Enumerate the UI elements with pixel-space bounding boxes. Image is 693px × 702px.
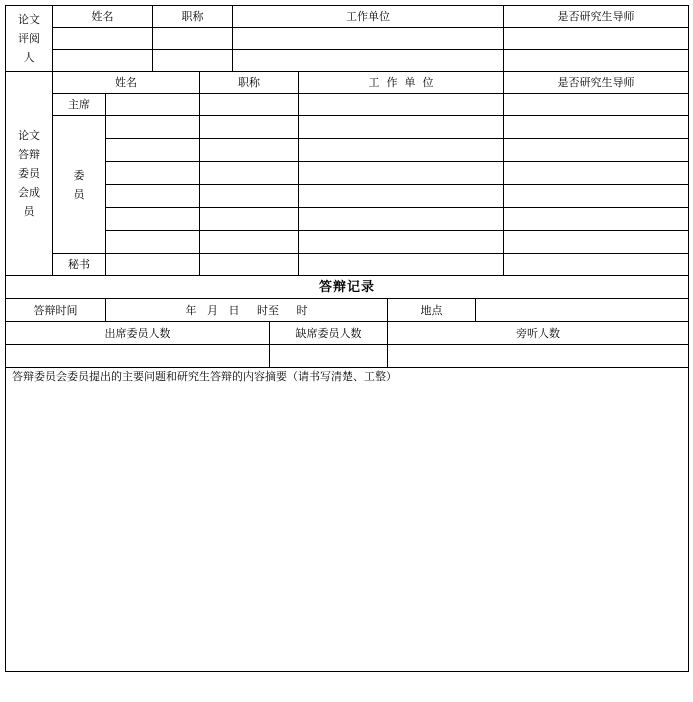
summary-label: 答辩委员会委员提出的主要问题和研究生答辩的内容摘要（请书写清楚、工整）	[12, 370, 397, 383]
reviewer-2-unit-cell[interactable]	[233, 50, 504, 72]
reviewer-supervisor-header: 是否研究生导师	[504, 6, 689, 28]
defense-time-label: 答辩时间	[6, 299, 106, 322]
member-6-title-cell[interactable]	[200, 231, 299, 254]
committee-row-label: 论文 答辩 委员 会成 员	[6, 72, 53, 276]
reviewer-1-title-cell[interactable]	[153, 28, 233, 50]
reviewer-2-supervisor-cell[interactable]	[504, 50, 689, 72]
chair-label: 主席	[53, 94, 106, 116]
committee-title-header: 职称	[200, 72, 299, 94]
chair-title-cell[interactable]	[200, 94, 299, 116]
place-field[interactable]	[476, 299, 689, 322]
committee-table	[5, 71, 689, 276]
member-3-unit-cell[interactable]	[299, 162, 504, 185]
member-5-title-cell[interactable]	[200, 208, 299, 231]
reviewer-title-header: 职称	[153, 6, 233, 28]
member-6-unit-cell[interactable]	[299, 231, 504, 254]
defense-record-table	[5, 275, 689, 672]
member-3-name-cell[interactable]	[106, 162, 200, 185]
reviewers-table	[5, 5, 689, 72]
member-4-name-cell[interactable]	[106, 185, 200, 208]
audience-label: 旁听人数	[388, 322, 689, 345]
secretary-unit-cell[interactable]	[299, 254, 504, 276]
member-2-name-cell[interactable]	[106, 139, 200, 162]
secretary-title-cell[interactable]	[200, 254, 299, 276]
member-4-title-cell[interactable]	[200, 185, 299, 208]
member-6-name-cell[interactable]	[106, 231, 200, 254]
chair-supervisor-cell[interactable]	[504, 94, 689, 116]
place-label: 地点	[388, 299, 476, 322]
member-1-supervisor-cell[interactable]	[504, 116, 689, 139]
summary-area[interactable]	[6, 368, 689, 672]
reviewer-1-supervisor-cell[interactable]	[504, 28, 689, 50]
member-5-supervisor-cell[interactable]	[504, 208, 689, 231]
secretary-supervisor-cell[interactable]	[504, 254, 689, 276]
reviewer-2-name-cell[interactable]	[53, 50, 153, 72]
reviewer-1-unit-cell[interactable]	[233, 28, 504, 50]
secretary-label: 秘书	[53, 254, 106, 276]
chair-unit-cell[interactable]	[299, 94, 504, 116]
present-members-label: 出席委员人数	[6, 322, 270, 345]
reviewer-unit-header: 工作单位	[233, 6, 504, 28]
member-5-name-cell[interactable]	[106, 208, 200, 231]
member-3-title-cell[interactable]	[200, 162, 299, 185]
member-label: 委 员	[53, 116, 106, 254]
committee-name-header: 姓名	[53, 72, 200, 94]
secretary-name-cell[interactable]	[106, 254, 200, 276]
reviewers-row-label: 论文 评阅 人	[6, 6, 53, 72]
member-6-supervisor-cell[interactable]	[504, 231, 689, 254]
member-3-supervisor-cell[interactable]	[504, 162, 689, 185]
reviewer-1-name-cell[interactable]	[53, 28, 153, 50]
chair-name-cell[interactable]	[106, 94, 200, 116]
defense-time-field[interactable]: 年 月 日 时至 时	[106, 299, 388, 322]
member-2-unit-cell[interactable]	[299, 139, 504, 162]
committee-unit-header: 工 作 单 位	[299, 72, 504, 94]
absent-members-field[interactable]	[270, 345, 388, 368]
record-title: 答辩记录	[6, 276, 689, 299]
member-1-title-cell[interactable]	[200, 116, 299, 139]
member-2-title-cell[interactable]	[200, 139, 299, 162]
defense-record-form	[5, 5, 688, 672]
reviewer-2-title-cell[interactable]	[153, 50, 233, 72]
committee-supervisor-header: 是否研究生导师	[504, 72, 689, 94]
present-members-field[interactable]	[6, 345, 270, 368]
member-1-unit-cell[interactable]	[299, 116, 504, 139]
reviewer-name-header: 姓名	[53, 6, 153, 28]
member-4-supervisor-cell[interactable]	[504, 185, 689, 208]
audience-field[interactable]	[388, 345, 689, 368]
member-1-name-cell[interactable]	[106, 116, 200, 139]
member-5-unit-cell[interactable]	[299, 208, 504, 231]
member-2-supervisor-cell[interactable]	[504, 139, 689, 162]
absent-members-label: 缺席委员人数	[270, 322, 388, 345]
member-4-unit-cell[interactable]	[299, 185, 504, 208]
